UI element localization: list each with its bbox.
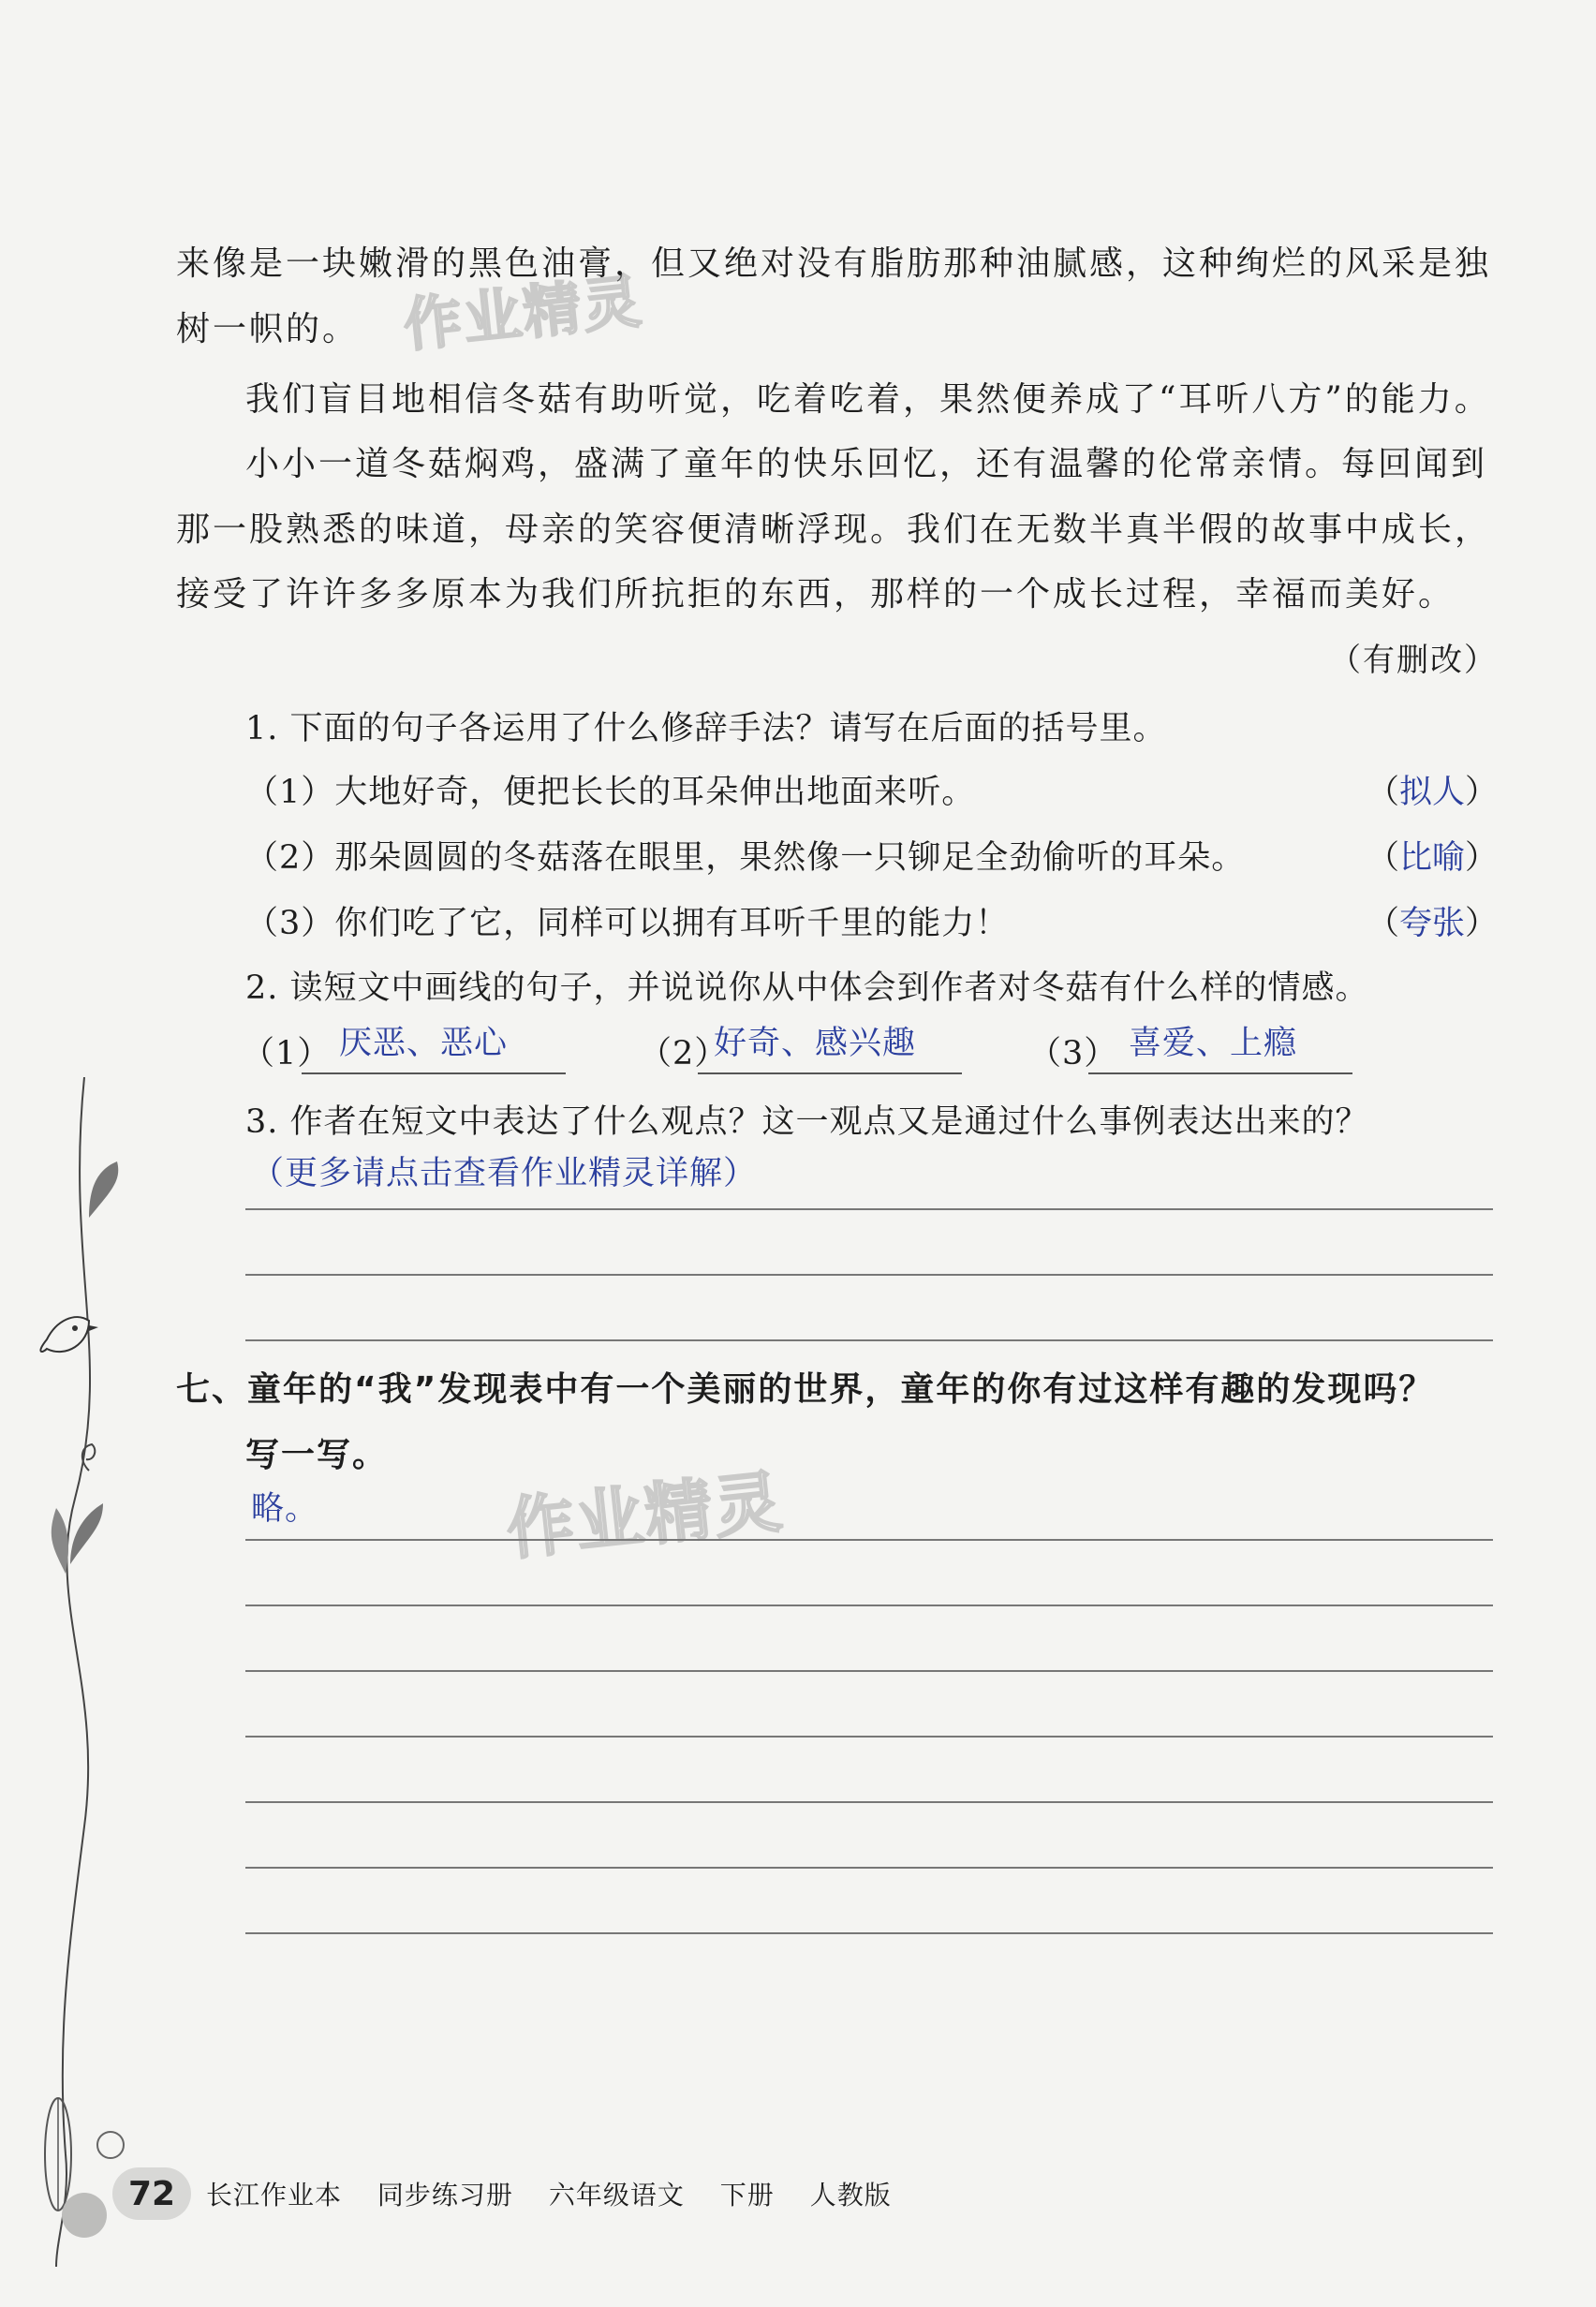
answer-text: 比喻 — [1398, 839, 1465, 877]
writing-line — [245, 1736, 1493, 1738]
watermark-logo: 作业精灵 — [503, 1461, 788, 1570]
answer-text: 夸张 — [1398, 905, 1465, 942]
section-7-title-line-2: 写一写。 — [245, 1436, 389, 1474]
writing-line — [245, 1274, 1493, 1276]
question-1-prompt: 1. 下面的句子各运用了什么修辞手法？请写在后面的括号里。 — [245, 710, 1167, 747]
footer-book-info — [206, 2175, 918, 2212]
watermark-logo: 作业精灵 — [400, 266, 646, 361]
page-number: 72 — [112, 2167, 191, 2220]
writing-line — [245, 1339, 1493, 1341]
answer-text: 拟人 — [1398, 774, 1465, 811]
writing-line — [245, 1605, 1493, 1606]
passage-line-1: 来像是一块嫩滑的黑色油膏，但又绝对没有脂肪那种油腻感，这种绚烂的风采是独 — [176, 244, 1492, 283]
passage-paragraph-3-line-3: 接受了许许多多原本为我们所抗拒的东西，那样的一个成长过程，幸福而美好。 — [176, 575, 1456, 614]
passage-paragraph-3-line-1: 小小一道冬菇焖鸡，盛满了童年的快乐回忆，还有温馨的伦常亲情。每回闻到 — [245, 445, 1488, 483]
question-1-item-2: （2）那朵圆圆的冬菇落在眼里，果然像一只铆足全劲偷听的耳朵。 — [245, 839, 1246, 877]
footer-grade: 六年级语文 — [548, 2180, 685, 2211]
question-1-item-3: （3）你们吃了它，同样可以拥有耳听千里的能力！ — [245, 905, 1010, 942]
question-2-answer-2: 好奇、感兴趣 — [714, 1025, 917, 1062]
question-2-answer-1: 厌恶、恶心 — [339, 1025, 509, 1062]
answer-blank-1 — [302, 1072, 566, 1074]
question-2-label-2: （2） — [639, 1035, 729, 1072]
writing-line — [245, 1208, 1493, 1210]
writing-line — [245, 1932, 1493, 1934]
footer-series: 同步练习册 — [377, 2180, 513, 2211]
footer-edition: 人教版 — [809, 2180, 892, 2211]
section-7-title: 七、童年的“我”发现表中有一个美丽的世界，童年的你有过这样有趣的发现吗？ — [176, 1370, 1435, 1409]
answer-blank-3 — [1088, 1072, 1352, 1074]
passage-paragraph-3-line-2: 那一股熟悉的味道，母亲的笑容便清晰浮现。我们在无数半真半假的故事中成长， — [176, 510, 1492, 549]
question-2-label-1: （1） — [242, 1035, 332, 1072]
question-1-item-1: （1）大地好奇，便把长长的耳朵伸出地面来听。 — [245, 774, 976, 811]
passage-paragraph-2: 我们盲目地相信冬菇有助听觉，吃着吃着，果然便养成了“耳听八方”的能力。 — [245, 380, 1491, 419]
question-3-answer: （更多请点击查看作业精灵详解） — [251, 1155, 758, 1192]
writing-line — [245, 1867, 1493, 1869]
question-1-answer-3: （夸张） — [1366, 905, 1498, 942]
question-2-prompt: 2. 读短文中画线的句子，并说说你从中体会到作者对冬菇有什么样的情感。 — [245, 969, 1369, 1007]
writing-line — [245, 1670, 1493, 1672]
vine-decoration-icon — [0, 1077, 131, 2267]
question-1-answer-2: （比喻） — [1366, 839, 1498, 877]
source-note: （有删改） — [1329, 642, 1498, 679]
question-2-answer-3: 喜爱、上瘾 — [1129, 1025, 1298, 1062]
question-3-prompt: 3. 作者在短文中表达了什么观点？这一观点又是通过什么事例表达出来的？ — [245, 1103, 1369, 1141]
question-1-answer-1: （拟人） — [1366, 774, 1498, 811]
writing-line — [245, 1539, 1493, 1541]
writing-line — [245, 1801, 1493, 1803]
question-2-label-3: （3） — [1028, 1035, 1118, 1072]
page-footer — [112, 2166, 918, 2222]
footer-volume: 下册 — [719, 2180, 775, 2211]
passage-line-2: 树一帜的。 — [176, 310, 360, 348]
answer-blank-2 — [698, 1072, 962, 1074]
section-7-answer: 略。 — [251, 1490, 319, 1528]
footer-book: 长江作业本 — [206, 2180, 343, 2211]
